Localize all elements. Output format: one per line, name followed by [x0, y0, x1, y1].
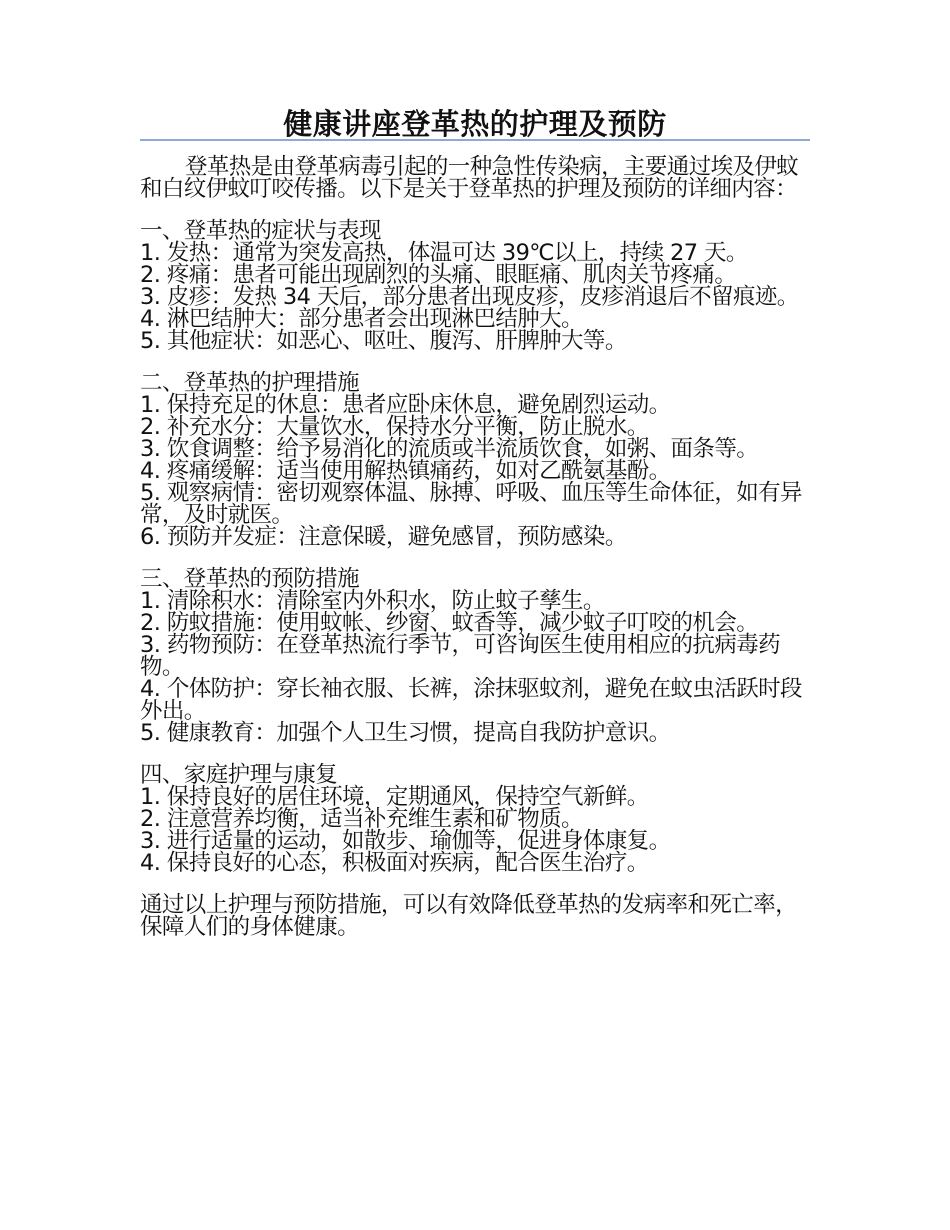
list-item: 2. 疼痛：患者可能出现剧烈的头痛、眼眶痛、肌肉关节疼痛。	[140, 262, 737, 288]
title-underline	[140, 139, 810, 141]
section-care	[140, 372, 810, 548]
list-item: 4. 淋巴结肿大：部分患者会出现淋巴结肿大。	[140, 306, 583, 332]
list-item: 3. 药物预防：在登革热流行季节，可咨询医生使用相应的抗病毒药物。	[140, 632, 781, 680]
section-list	[140, 590, 810, 744]
list-item: 5. 观察病情：密切观察体温、脉搏、呼吸、血压等生命体征，如有异常，及时就医。	[140, 480, 802, 528]
list-item: 4. 疼痛缓解：适当使用解热镇痛药，如对乙酰氨基酚。	[140, 458, 671, 484]
intro-paragraph: 登革热是由登革病毒引起的一种急性传染病，主要通过埃及伊蚊和白纹伊蚊叮咬传播。以下是关于登革热的护理及预防的详细内容：	[140, 154, 799, 202]
section-heading: 四、家庭护理与康复	[140, 762, 338, 788]
section-heading: 一、登革热的症状与表现	[140, 218, 381, 244]
list-item: 4. 个体防护：穿长袖衣服、长裤，涂抹驱蚊剂，避免在蚊虫活跃时段外出。	[140, 676, 802, 724]
document-body	[140, 156, 810, 938]
section-home-care	[140, 764, 810, 874]
page-title: 健康讲座登革热的护理及预防	[283, 107, 667, 141]
section-list	[140, 394, 810, 548]
list-item: 3. 饮食调整：给予易消化的流质或半流质饮食，如粥、面条等。	[140, 436, 759, 462]
list-item: 3. 皮疹：发热 34 天后，部分患者出现皮疹，皮疹消退后不留痕迹。	[140, 284, 799, 310]
list-item: 2. 防蚊措施：使用蚊帐、纱窗、蚊香等，减少蚊子叮咬的机会。	[140, 610, 759, 636]
section-prevention	[140, 568, 810, 744]
list-item: 5. 其他症状：如恶心、呕吐、腹泻、肝脾肿大等。	[140, 328, 627, 354]
list-item: 3. 进行适量的运动，如散步、瑜伽等，促进身体康复。	[140, 828, 671, 854]
section-list	[140, 242, 810, 352]
section-symptoms	[140, 220, 810, 352]
list-item: 1. 保持充足的休息：患者应卧床休息，避免剧烈运动。	[140, 392, 671, 418]
list-item: 2. 注意营养均衡，适当补充维生素和矿物质。	[140, 806, 583, 832]
list-item: 1. 发热：通常为突发高热，体温可达 39℃以上，持续 27 天。	[140, 240, 748, 266]
section-list	[140, 786, 810, 874]
list-item: 5. 健康教育：加强个人卫生习惯，提高自我防护意识。	[140, 720, 671, 746]
list-item: 2. 补充水分：大量饮水，保持水分平衡，防止脱水。	[140, 414, 649, 440]
section-heading: 二、登革热的护理措施	[140, 370, 360, 396]
list-item: 1. 保持良好的居住环境，定期通风，保持空气新鲜。	[140, 784, 649, 810]
section-heading: 三、登革热的预防措施	[140, 566, 360, 592]
list-item: 6. 预防并发症：注意保暖，避免感冒，预防感染。	[140, 524, 627, 550]
list-item: 4. 保持良好的心态，积极面对疾病，配合医生治疗。	[140, 850, 649, 876]
list-item: 1. 清除积水：清除室内外积水，防止蚊子孳生。	[140, 588, 605, 614]
conclusion-paragraph: 通过以上护理与预防措施，可以有效降低登革热的发病率和死亡率，保障人们的身体健康。	[140, 892, 798, 940]
